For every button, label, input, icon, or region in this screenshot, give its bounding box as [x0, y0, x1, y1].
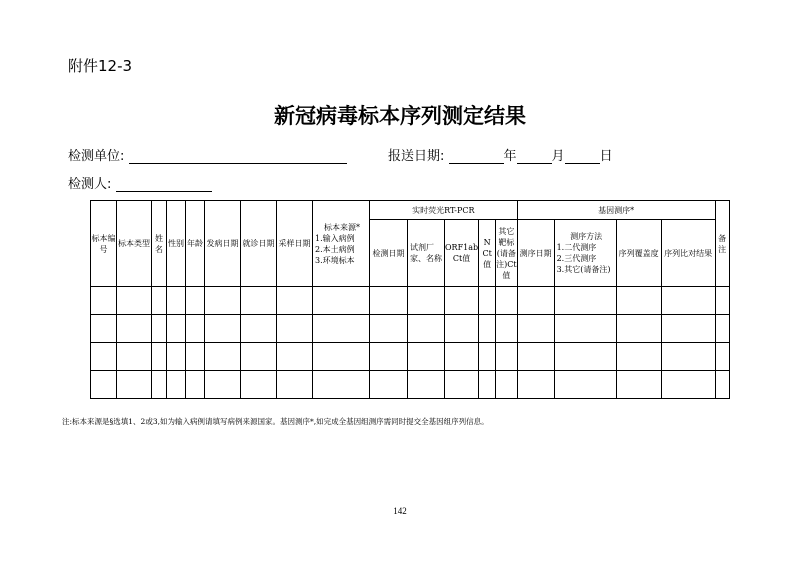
table-cell[interactable]	[616, 315, 661, 343]
seq-method-1: 1.二代测序	[556, 243, 597, 252]
table-cell[interactable]	[554, 343, 616, 371]
table-cell[interactable]	[186, 371, 205, 399]
header-source	[313, 201, 370, 287]
table-cell[interactable]	[445, 287, 479, 315]
table-cell[interactable]	[445, 315, 479, 343]
header-seq-method	[554, 220, 616, 287]
report-date-row	[388, 145, 613, 164]
table-cell[interactable]	[91, 287, 117, 315]
table-cell[interactable]	[408, 315, 445, 343]
table-cell[interactable]	[479, 343, 496, 371]
page-title: 新冠病毒标本序列测定结果	[274, 104, 526, 128]
header-seq-group: 基因测序*	[517, 201, 715, 220]
month-label: 月	[551, 149, 565, 164]
table-cell[interactable]	[370, 343, 408, 371]
month-blank[interactable]	[517, 149, 552, 164]
table-cell[interactable]	[205, 315, 241, 343]
table-cell[interactable]	[496, 371, 517, 399]
header-sex: 性别	[167, 201, 186, 287]
table-cell[interactable]	[117, 287, 152, 315]
table-cell[interactable]	[205, 343, 241, 371]
header-specimen-type: 标本类型	[117, 201, 152, 287]
table-cell[interactable]	[167, 343, 186, 371]
person-field-row	[68, 173, 212, 192]
table-cell[interactable]	[496, 315, 517, 343]
table-cell[interactable]	[91, 315, 117, 343]
table-cell[interactable]	[408, 371, 445, 399]
table-cell[interactable]	[616, 287, 661, 315]
table-cell[interactable]	[277, 343, 313, 371]
table-cell[interactable]	[661, 287, 715, 315]
table-cell[interactable]	[186, 287, 205, 315]
table-cell[interactable]	[661, 315, 715, 343]
table-cell[interactable]	[186, 315, 205, 343]
table-cell[interactable]	[117, 343, 152, 371]
table-cell[interactable]	[117, 315, 152, 343]
table-cell[interactable]	[370, 315, 408, 343]
header-sample-date: 采样日期	[277, 201, 313, 287]
header-detect-date: 检测日期	[370, 220, 408, 287]
table-cell[interactable]	[554, 287, 616, 315]
person-blank[interactable]	[116, 177, 212, 192]
seq-method-2: 2.三代测序	[556, 254, 597, 263]
table-cell[interactable]	[313, 343, 370, 371]
table-cell[interactable]	[205, 287, 241, 315]
source-option-1: 1.输入病例	[315, 233, 355, 243]
table-cell[interactable]	[91, 343, 117, 371]
report-date-label: 报送日期:	[388, 149, 445, 164]
table-cell[interactable]	[370, 287, 408, 315]
table-cell[interactable]	[277, 371, 313, 399]
seq-method-3: 3.其它(请备注)	[556, 265, 611, 274]
table-cell[interactable]	[715, 343, 729, 371]
header-other-target: 其它靶标(请备注)Ct值	[496, 220, 517, 287]
seq-method-title: 测序方法	[570, 232, 603, 241]
table-row	[91, 343, 730, 371]
person-label: 检测人:	[68, 177, 112, 192]
header-orf-ct: ORF1ab Ct值	[445, 220, 479, 287]
table-cell[interactable]	[91, 371, 117, 399]
header-coverage: 序列覆盖度	[616, 220, 661, 287]
header-n-ct: N Ct值	[479, 220, 496, 287]
footnote: 注:标本来源是§选填1、2或3,如为输入病例请填写病例来源国家。基因测序*,如完成全基因组测序需同时提交全基因组序列信息。	[62, 417, 489, 426]
header-specimen-no: 标本编号	[91, 201, 117, 287]
header-visit-date: 就诊日期	[241, 201, 277, 287]
table-cell[interactable]	[479, 315, 496, 343]
table-cell[interactable]	[554, 315, 616, 343]
table-cell[interactable]	[241, 343, 277, 371]
source-title: 标本来源*	[324, 222, 360, 232]
table-cell[interactable]	[241, 315, 277, 343]
day-label: 日	[599, 149, 613, 164]
unit-field-row	[68, 145, 347, 164]
table-cell[interactable]	[554, 371, 616, 399]
header-seq-date: 测序日期	[517, 220, 554, 287]
results-table	[90, 200, 730, 399]
table-cell[interactable]	[479, 287, 496, 315]
table-cell[interactable]	[661, 371, 715, 399]
year-blank[interactable]	[449, 149, 504, 164]
header-rtpcr-group: 实时荧光RT-PCR	[370, 201, 518, 220]
table-cell[interactable]	[205, 371, 241, 399]
table-cell[interactable]	[313, 371, 370, 399]
table-cell[interactable]	[479, 371, 496, 399]
table-cell[interactable]	[408, 343, 445, 371]
table-cell[interactable]	[167, 371, 186, 399]
table-body	[91, 287, 730, 399]
table-cell[interactable]	[616, 371, 661, 399]
table-cell[interactable]	[517, 343, 554, 371]
table-cell[interactable]	[445, 371, 479, 399]
attachment-label: 附件12-3	[68, 57, 133, 75]
table-cell[interactable]	[152, 315, 167, 343]
table-cell[interactable]	[117, 371, 152, 399]
source-option-2: 2.本土病例	[315, 244, 355, 254]
table-row	[91, 287, 730, 315]
source-option-3: 3.环境标本	[315, 255, 355, 265]
table-cell[interactable]	[186, 343, 205, 371]
header-name: 姓名	[152, 201, 167, 287]
page-number: 142	[393, 506, 407, 516]
header-remarks: 备注	[715, 201, 729, 287]
table-cell[interactable]	[517, 371, 554, 399]
table-row	[91, 315, 730, 343]
table-cell[interactable]	[313, 287, 370, 315]
table-cell[interactable]	[445, 343, 479, 371]
table-cell[interactable]	[152, 287, 167, 315]
table-cell[interactable]	[408, 287, 445, 315]
table-cell[interactable]	[167, 287, 186, 315]
header-onset-date: 发病日期	[205, 201, 241, 287]
table-cell[interactable]	[152, 343, 167, 371]
unit-label: 检测单位:	[68, 149, 125, 164]
table-cell[interactable]	[277, 287, 313, 315]
table-cell[interactable]	[167, 315, 186, 343]
table-cell[interactable]	[715, 371, 729, 399]
table-cell[interactable]	[277, 315, 313, 343]
table-cell[interactable]	[241, 287, 277, 315]
table-cell[interactable]	[496, 343, 517, 371]
table-cell[interactable]	[616, 343, 661, 371]
header-age: 年龄	[186, 201, 205, 287]
table-cell[interactable]	[661, 343, 715, 371]
header-compare: 序列比对结果	[661, 220, 715, 287]
table-cell[interactable]	[517, 287, 554, 315]
table-row	[91, 371, 730, 399]
table-cell[interactable]	[313, 315, 370, 343]
table-cell[interactable]	[715, 287, 729, 315]
unit-blank[interactable]	[129, 149, 347, 164]
day-blank[interactable]	[565, 149, 600, 164]
table-cell[interactable]	[517, 315, 554, 343]
table-cell[interactable]	[152, 371, 167, 399]
year-label: 年	[503, 149, 517, 164]
table-cell[interactable]	[496, 287, 517, 315]
table-cell[interactable]	[715, 315, 729, 343]
table-cell[interactable]	[241, 371, 277, 399]
header-reagent: 试剂厂家、名称	[408, 220, 445, 287]
table-cell[interactable]	[370, 371, 408, 399]
